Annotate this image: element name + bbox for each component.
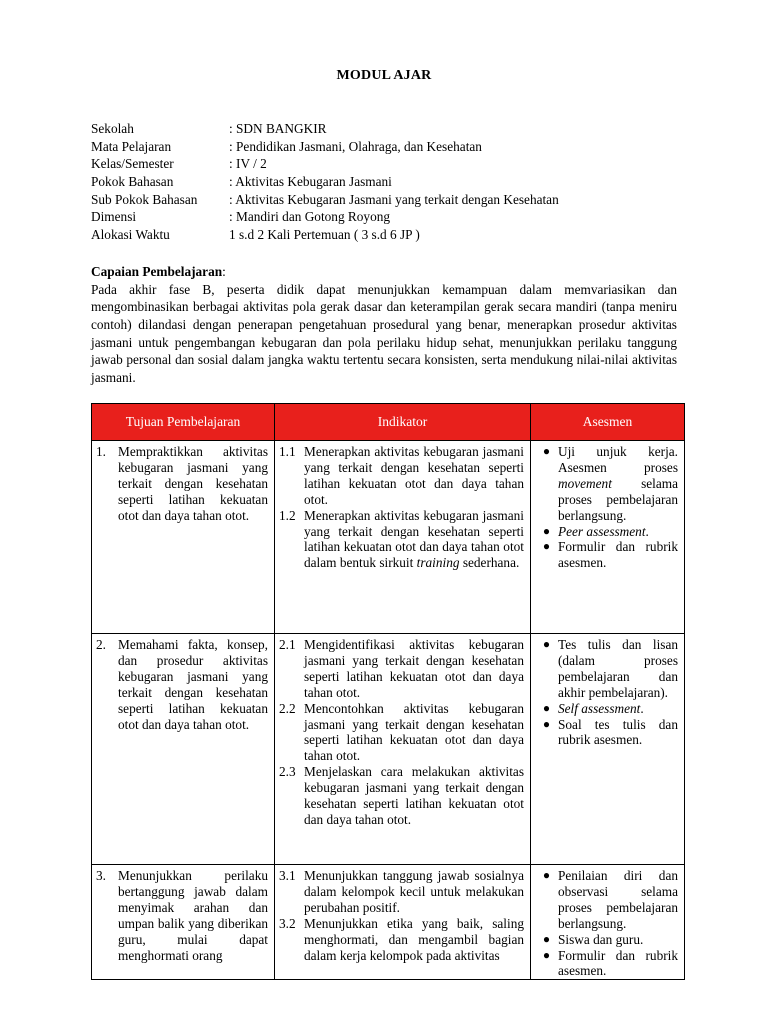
info-value: 1 s.d 2 Kali Pertemuan ( 3 s.d 6 JP ) bbox=[229, 227, 420, 243]
info-row bbox=[91, 226, 559, 244]
info-value: : Aktivitas Kebugaran Jasmani bbox=[229, 174, 392, 190]
info-label: Pokok Bahasan bbox=[91, 174, 174, 190]
indikator-item bbox=[275, 868, 530, 916]
info-label: Mata Pelajaran bbox=[91, 138, 172, 154]
table-header-row bbox=[92, 404, 685, 441]
asesmen-text-italic: Self assessment bbox=[558, 700, 641, 716]
tujuan-cell bbox=[92, 441, 275, 634]
indikator-text bbox=[304, 508, 524, 572]
indikator-cell bbox=[275, 865, 531, 980]
indikator-text: Mengidentifikasi aktivitas kebugaran jasmani yang terkait dengan kesehatan seperti latihan kekuatan otot dan daya tahan otot. bbox=[304, 637, 524, 700]
asesmen-item bbox=[535, 444, 678, 524]
document-title: MODUL AJAR bbox=[336, 68, 432, 83]
asesmen-text-part: Tes tulis dan lisan (dalam proses pembelajaran dan akhir pembelajaran). bbox=[558, 637, 678, 700]
asesmen-text-italic: movement bbox=[558, 475, 612, 491]
bullet-icon: ● bbox=[542, 868, 551, 882]
header-tujuan: Tujuan Pembelajaran bbox=[92, 404, 275, 441]
indikator-item bbox=[275, 637, 530, 701]
indikator-number: 3.2 bbox=[279, 915, 296, 931]
asesmen-text-part: . bbox=[645, 523, 649, 539]
asesmen-item bbox=[535, 701, 678, 717]
indikator-number: 1.2 bbox=[279, 507, 296, 523]
info-block bbox=[91, 120, 559, 244]
asesmen-item bbox=[535, 717, 678, 749]
asesmen-cell bbox=[531, 441, 685, 634]
indikator-number: 1.1 bbox=[279, 444, 296, 459]
info-value: : IV / 2 bbox=[229, 156, 267, 172]
indikator-item bbox=[275, 701, 530, 765]
bullet-icon: ● bbox=[542, 444, 551, 458]
asesmen-text-part: Formulir dan rubrik asesmen. bbox=[558, 539, 678, 571]
asesmen-text bbox=[558, 637, 678, 701]
asesmen-text bbox=[558, 539, 678, 571]
bullet-icon: ● bbox=[542, 539, 551, 554]
info-label: Kelas/Semester bbox=[91, 156, 174, 172]
asesmen-text bbox=[558, 701, 678, 717]
table-row bbox=[92, 634, 685, 865]
indikator-text: Menerapkan aktivitas kebugaran jasmani yang terkait dengan kesehatan seperti latihan kekuatan otot dan daya tahan otot. bbox=[304, 444, 524, 507]
asesmen-text-italic: Peer assessment bbox=[558, 523, 646, 539]
info-row bbox=[91, 191, 559, 209]
asesmen-text-part: selama proses pembelajaran berlangsung. bbox=[558, 475, 678, 523]
tujuan-text: Menunjukkan perilaku bertanggung jawab dalam menyimak arahan dan umpan balik yang diberikan guru, mulai dapat menghormati orang bbox=[118, 868, 268, 963]
header-asesmen: Asesmen bbox=[531, 404, 685, 441]
asesmen-cell bbox=[531, 634, 685, 865]
row-number: 1. bbox=[96, 444, 106, 459]
indikator-text-part: Menerapkan aktivitas kebugaran jasmani yang terkait dengan kesehatan seperti latihan kekuatan otot dan daya tahan otot dalam bentuk sirkuit bbox=[304, 507, 524, 571]
indikator-item bbox=[275, 444, 530, 508]
table-row bbox=[92, 865, 685, 980]
indikator-cell bbox=[275, 634, 531, 865]
info-label: Dimensi bbox=[91, 209, 137, 225]
info-value: : SDN BANGKIR bbox=[229, 121, 327, 136]
bullet-icon: ● bbox=[542, 947, 551, 962]
indikator-item bbox=[275, 764, 530, 828]
indikator-text: Menunjukkan tanggung jawab sosialnya dalam kelompok kecil untuk melakukan perubahan positif. bbox=[304, 868, 524, 915]
asesmen-text-part: Uji unjuk kerja. Asesmen proses bbox=[558, 444, 678, 475]
info-value: : Mandiri dan Gotong Royong bbox=[229, 209, 391, 225]
bullet-icon: ● bbox=[542, 700, 551, 715]
table-row bbox=[92, 441, 685, 634]
tujuan-cell bbox=[92, 865, 275, 980]
capaian-title: Capaian Pembelajaran bbox=[91, 264, 223, 279]
asesmen-text-part: Soal tes tulis dan rubrik asesmen. bbox=[558, 716, 678, 748]
info-row bbox=[91, 120, 559, 138]
info-row bbox=[91, 155, 559, 173]
indikator-number: 2.2 bbox=[279, 700, 296, 716]
indikator-cell bbox=[275, 441, 531, 634]
asesmen-text bbox=[558, 948, 678, 980]
asesmen-text bbox=[558, 444, 678, 524]
asesmen-cell bbox=[531, 865, 685, 980]
info-row bbox=[91, 138, 559, 156]
bullet-icon: ● bbox=[542, 637, 551, 651]
tujuan-text: Memahami fakta, konsep, dan prosedur aktivitas kebugaran jasmani yang terkait dengan kesehatan seperti latihan kekuatan otot dan daya tahan otot. bbox=[118, 637, 268, 732]
indikator-text-part: sederhana. bbox=[459, 555, 520, 571]
indikator-number: 3.1 bbox=[279, 868, 296, 883]
indikator-text-italic: training bbox=[416, 555, 460, 571]
capaian-heading bbox=[91, 263, 226, 281]
info-label: Alokasi Waktu bbox=[91, 227, 170, 243]
bullet-icon: ● bbox=[542, 523, 551, 538]
capaian-text: Pada akhir fase B, peserta didik dapat menunjukkan kemampuan dalam memvariasikan dan mengombinasikan berbagai aktivitas pola gerak dasar dan keterampilan gerak secara mandiri (tanpa meniru contoh) dilandasi dengan penerapan pengetahuan prosedural yang benar, menerapkan prosedur aktivitas jasmani untuk pengembangan kebugaran dan pola perilaku hidup sehat, menunjukkan perilaku tanggung jawab personal dan sosial dalam jangka waktu tertentu secara konsisten, serta mendukung nilai-nilai aktivitas jasmani. bbox=[91, 281, 677, 386]
asesmen-text bbox=[558, 717, 678, 749]
row-number: 3. bbox=[96, 868, 106, 883]
info-value: : Pendidikan Jasmani, Olahraga, dan Kesehatan bbox=[229, 138, 482, 154]
indikator-item bbox=[275, 916, 530, 964]
asesmen-item bbox=[535, 524, 678, 540]
asesmen-text-part: Siswa dan guru. bbox=[558, 931, 644, 947]
info-row bbox=[91, 173, 559, 191]
info-label: Sekolah bbox=[91, 121, 134, 136]
asesmen-text-part: Formulir dan rubrik asesmen. bbox=[558, 947, 678, 979]
indikator-text: Mencontohkan aktivitas kebugaran jasmani yang terkait dengan kesehatan seperti latihan kekuatan otot dan daya tahan otot. bbox=[304, 700, 524, 764]
indikator-item bbox=[275, 508, 530, 572]
indikator-number: 2.1 bbox=[279, 637, 296, 652]
info-label: Sub Pokok Bahasan bbox=[91, 191, 198, 207]
bullet-icon: ● bbox=[542, 716, 551, 731]
asesmen-text bbox=[558, 932, 678, 948]
header-indikator: Indikator bbox=[275, 404, 531, 441]
asesmen-item bbox=[535, 868, 678, 932]
tujuan-cell bbox=[92, 634, 275, 865]
asesmen-text bbox=[558, 524, 678, 540]
asesmen-item bbox=[535, 637, 678, 701]
row-number: 2. bbox=[96, 637, 106, 652]
asesmen-text-part: Penilaian diri dan observasi selama proses pembelajaran berlangsung. bbox=[558, 868, 678, 931]
asesmen-text-part: . bbox=[640, 700, 644, 716]
indikator-text: Menunjukkan etika yang baik, saling menghormati, dan mengambil bagian dalam kerja kelompok pada aktivitas bbox=[304, 915, 524, 963]
asesmen-item bbox=[535, 932, 678, 948]
asesmen-item bbox=[535, 948, 678, 980]
info-row bbox=[91, 208, 559, 226]
learning-table bbox=[91, 403, 685, 980]
tujuan-text: Mempraktikkan aktivitas kebugaran jasmani yang terkait dengan kesehatan seperti latihan kekuatan otot dan daya tahan otot. bbox=[118, 444, 268, 523]
capaian-colon: : bbox=[222, 264, 226, 279]
asesmen-text bbox=[558, 868, 678, 932]
asesmen-item bbox=[535, 539, 678, 571]
indikator-number: 2.3 bbox=[279, 764, 296, 780]
info-value: : Aktivitas Kebugaran Jasmani yang terkait dengan Kesehatan bbox=[229, 191, 559, 207]
indikator-text: Menjelaskan cara melakukan aktivitas kebugaran jasmani yang terkait dengan kesehatan seperti latihan kekuatan otot dan daya tahan otot. bbox=[304, 764, 524, 827]
bullet-icon: ● bbox=[542, 931, 551, 946]
